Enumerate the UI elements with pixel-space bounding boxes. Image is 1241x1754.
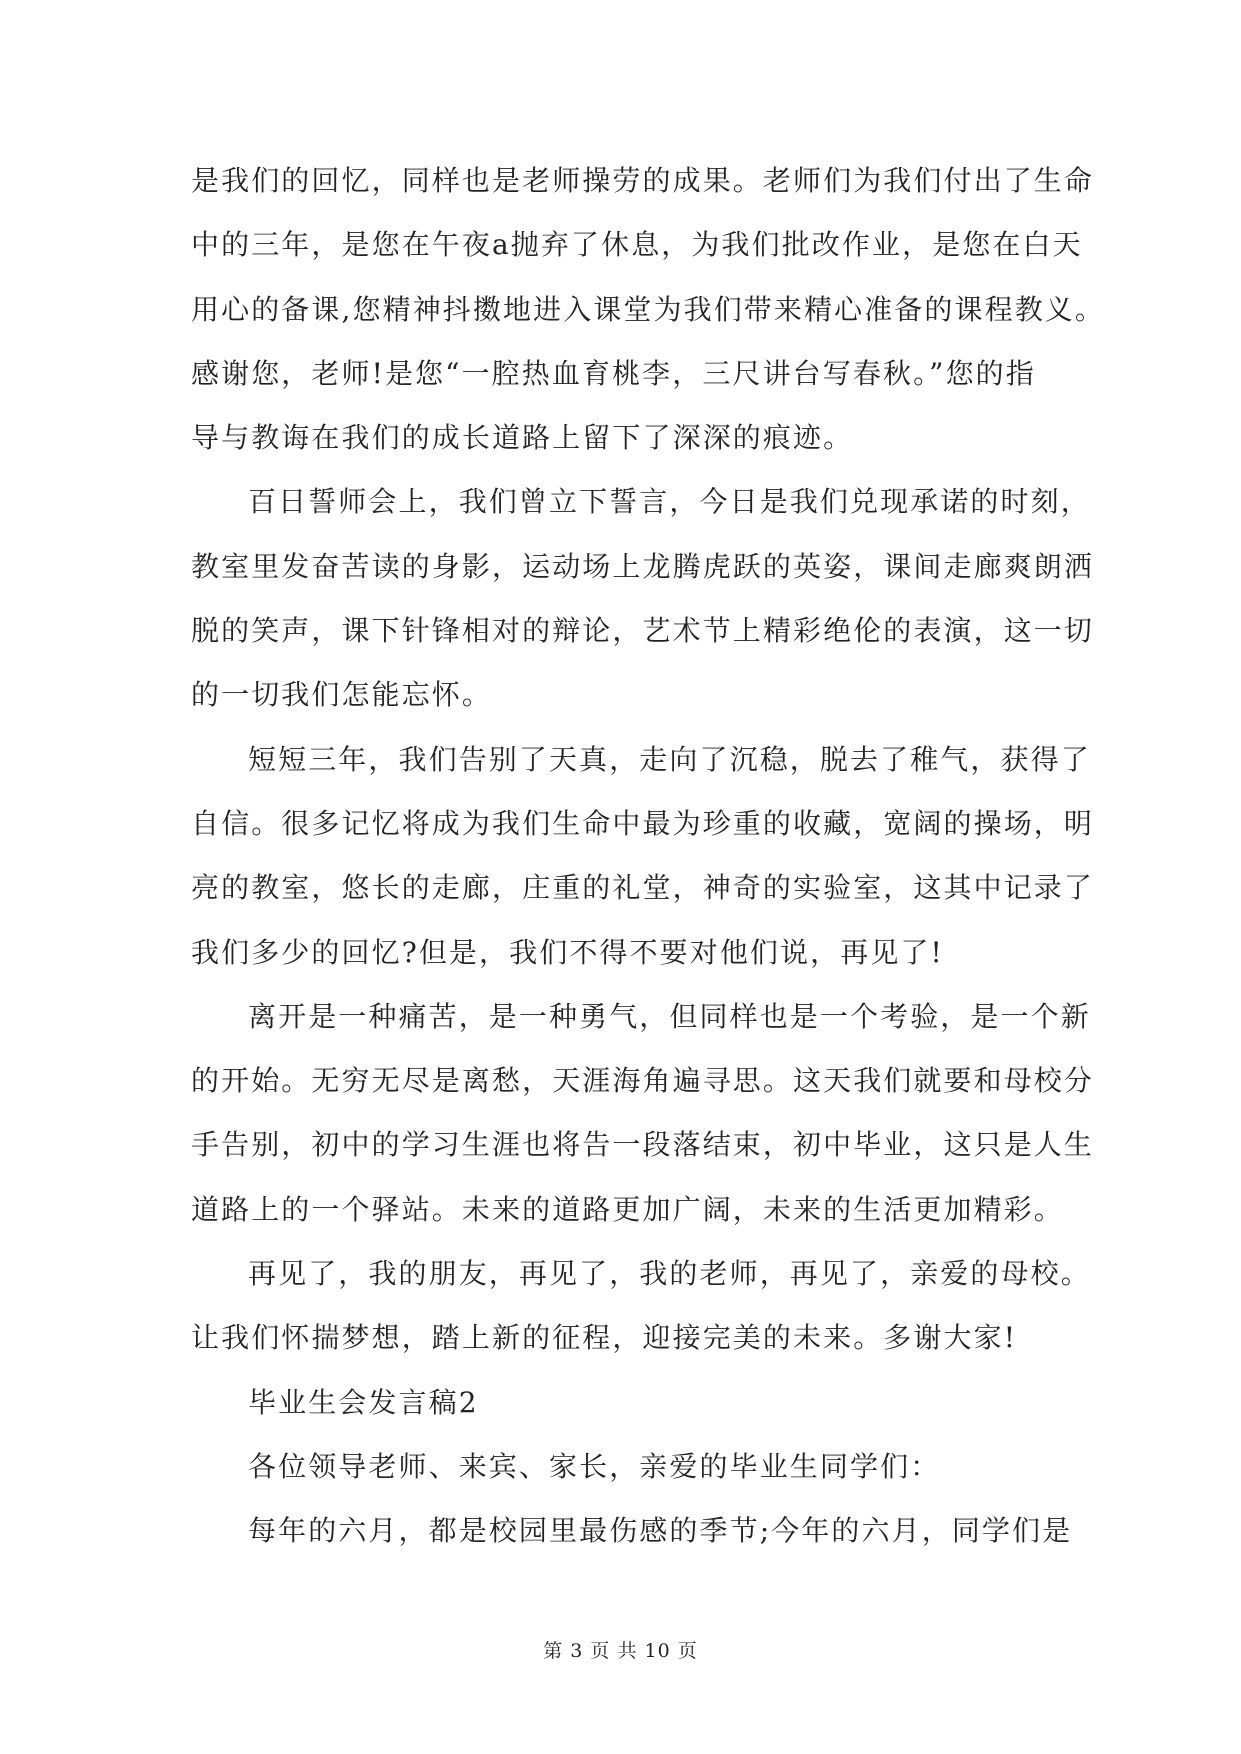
text-line: 用心的备课,您精神抖擞地进入课堂为我们带来精心准备的课程教义。 [191, 292, 1106, 326]
text-line: 手告别，初中的学习生涯也将告一段落结束，初中毕业，这只是人生 [191, 1128, 1095, 1162]
text-line: 道路上的一个驿站。未来的道路更加广阔，未来的生活更加精彩。 [191, 1192, 1064, 1226]
text-line: 的一切我们怎能忘怀。 [191, 678, 493, 712]
paragraph-first-line: 再见了，我的朋友，再见了，我的老师，再见了，亲爱的母校。 [248, 1257, 1091, 1291]
text-line: 我们多少的回忆?但是，我们不得不要对他们说，再见了! [191, 935, 944, 969]
section-heading: 毕业生会发言稿2 [248, 1385, 479, 1419]
paragraph-first-line: 离开是一种痛苦，是一种勇气，但同样也是一个考验，是一个新 [248, 999, 1091, 1033]
text-line: 亮的教室，悠长的走廊，庄重的礼堂，神奇的实验室，这其中记录了 [191, 871, 1095, 905]
text-line: 的开始。无穷无尽是离愁，天涯海角遍寻思。这天我们就要和母校分 [191, 1064, 1095, 1098]
text-line: 让我们怀揣梦想，踏上新的征程，迎接完美的未来。多谢大家! [191, 1321, 1018, 1355]
document-body [191, 158, 1106, 1573]
text-line: 是我们的回忆，同样也是老师操劳的成果。老师们为我们付出了生命 [191, 164, 1095, 197]
text-line: 脱的笑声，课下针锋相对的辩论，艺术节上精彩绝伦的表演，这一切 [191, 614, 1095, 648]
text-line: 中的三年，是您在午夜a抛弃了休息，为我们批改作业，是您在白天 [191, 228, 1083, 262]
salutation-line: 各位领导老师、来宾、家长，亲爱的毕业生同学们： [248, 1449, 941, 1483]
page-number-footer: 第 3 页 共 10 页 [543, 1640, 698, 1662]
paragraph-first-line: 每年的六月，都是校园里最伤感的季节;今年的六月，同学们是 [248, 1514, 1073, 1548]
text-line: 感谢您，老师!是您“一腔热血育桃李，三尺讲台写春秋。”您的指 [191, 356, 1036, 390]
paragraph-first-line: 短短三年，我们告别了天真，走向了沉稳，脱去了稚气，获得了 [248, 742, 1091, 776]
text-line: 导与教诲在我们的成长道路上留下了深深的痕迹。 [191, 421, 854, 455]
text-line: 自信。很多记忆将成为我们生命中最为珍重的收藏，宽阔的操场，明 [191, 806, 1095, 840]
paragraph-first-line: 百日誓师会上，我们曾立下誓言，今日是我们兑现承诺的时刻， [248, 485, 1091, 519]
text-line: 教室里发奋苦读的身影，运动场上龙腾虎跃的英姿，课间走廊爽朗洒 [191, 549, 1095, 583]
